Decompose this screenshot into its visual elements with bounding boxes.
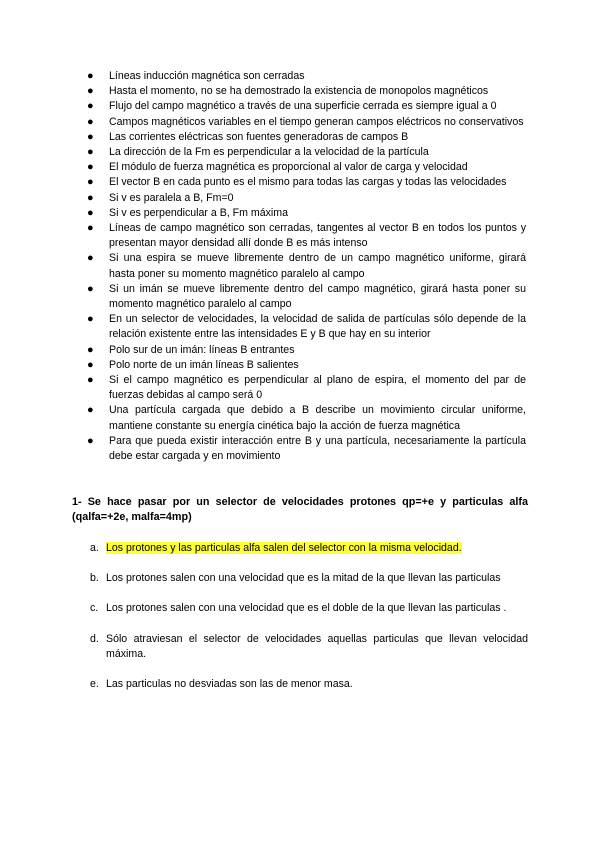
option-letter: e. (90, 678, 99, 691)
option-text: Los protones salen con una velocidad que es el doble de la que llevan las particulas . (106, 602, 507, 615)
bullet-icon: ● (87, 343, 94, 356)
bullet-icon: ● (87, 176, 94, 189)
list-item: ● Líneas de campo magnético son cerradas, tangentes al vector B en todos los puntos y presentan mayor densidad allí donde B es más intenso (87, 222, 526, 250)
option-c (78, 601, 528, 616)
list-item: ● Flujo del campo magnético a través de una superficie cerrada es siempre igual a 0 (78, 99, 526, 114)
option-text: Los protones salen con una velocidad que es la mitad de la que llevan las particulas (106, 572, 501, 585)
option-b (78, 571, 528, 586)
bullet-icon: ● (87, 282, 94, 295)
list-item: ● Hasta el momento, no se ha demostrado la existencia de monopolos magnéticos (78, 84, 526, 99)
bullet-icon: ● (87, 374, 94, 387)
bullet-icon: ● (87, 115, 94, 128)
list-item: ● Las corrientes eléctricas son fuentes generadoras de campos B (78, 130, 526, 145)
option-letter: a. (90, 542, 99, 554)
question-1-title: 1- Se hace pasar por un selector de velocidades protones qp=+e y particulas alfa (qalfa=+2e, malfa=4mp) (72, 496, 528, 524)
bullet-icon: ● (87, 161, 94, 174)
bullet-icon: ● (87, 100, 94, 113)
list-item: ● El módulo de fuerza magnética es proporcional al valor de carga y velocidad (78, 160, 526, 175)
bullet-icon: ● (87, 222, 94, 235)
option-e (78, 677, 528, 692)
list-item: ● Campos magnéticos variables en el tiempo generan campos eléctricos no conservativos (78, 115, 526, 130)
list-item: ● Para que pueda existir interacción entre B y una partícula, necesariamente la partícula debe estar cargada y en movimiento (87, 434, 526, 463)
bullet-icon: ● (87, 85, 94, 98)
bullet-icon: ● (87, 206, 94, 219)
list-item: ● Si una espira se mueve libremente dentro de un campo magnético uniforme, girará hasta poner su momento magnético paralelo al campo (87, 252, 526, 280)
statement-list (78, 69, 526, 464)
option-text-highlighted: Los protones y las particulas alfa salen del selector con la misma velocidad. (106, 542, 462, 554)
bullet-icon: ● (87, 191, 94, 204)
list-item: ● Si v es paralela a B, Fm=0 (78, 191, 526, 206)
option-text: Sólo atraviesan el selector de velocidades aquellas particulas que llevan velocidad máxima. (106, 632, 528, 660)
bullet-icon: ● (87, 130, 94, 143)
option-d (78, 632, 528, 662)
list-item: ● Si v es perpendicular a B, Fm máxima (78, 206, 526, 221)
list-item: ● Polo norte de un imán líneas B salientes (78, 358, 526, 373)
bullet-icon: ● (87, 146, 94, 159)
list-item: ● Polo sur de un imán: líneas B entrantes (78, 343, 526, 358)
list-item: ● El vector B en cada punto es el mismo para todas las cargas y todas las velocidades (78, 175, 526, 190)
option-letter: b. (90, 572, 99, 585)
bullet-icon: ● (87, 313, 94, 326)
list-item: ● La dirección de la Fm es perpendicular a la velocidad de la partícula (78, 145, 526, 160)
list-item: ● Si el campo magnético es perpendicular al plano de espira, el momento del par de fuerzas debidas al campo será 0 (87, 374, 526, 402)
option-a (78, 541, 528, 556)
bullet-icon: ● (87, 404, 94, 417)
bullet-icon: ● (87, 70, 94, 82)
answer-options (78, 541, 528, 692)
option-letter: d. (90, 632, 99, 645)
list-item: ● Una partícula cargada que debido a B describe un movimiento circular uniforme, mantiene constante su energía cinética bajo la acción de fuerza magnética (87, 404, 526, 432)
list-item: ● Si un imán se mueve libremente dentro del campo magnético, girará hasta poner su momento magnético paralelo al campo (87, 282, 526, 311)
option-letter: c. (90, 602, 99, 615)
bullet-icon: ● (87, 252, 94, 265)
bullet-icon: ● (87, 358, 94, 371)
option-text: Las particulas no desviadas son las de menor masa. (106, 678, 353, 691)
list-item: ● En un selector de velocidades, la velocidad de salida de partículas sólo depende de la relación existente entre las intensidades E y B que hay en su interior (87, 313, 526, 341)
bullet-icon: ● (87, 434, 94, 447)
list-item: ● Líneas inducción magnética son cerradas (78, 69, 526, 84)
